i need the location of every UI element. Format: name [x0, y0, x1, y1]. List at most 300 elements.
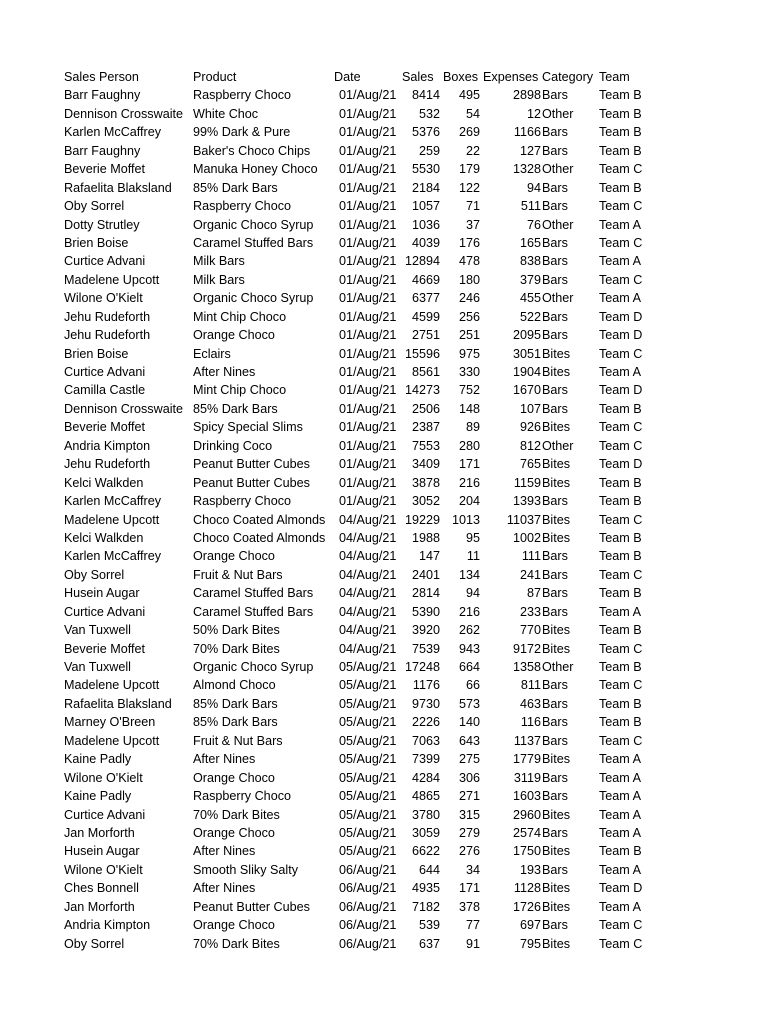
team-cell[interactable]: Team D — [599, 457, 643, 472]
boxes-cell[interactable]: 256 — [458, 309, 480, 324]
sales-cell[interactable]: 8561 — [411, 365, 440, 379]
category-cell[interactable]: Bars — [542, 143, 568, 158]
product-cell[interactable]: 85% Dark Bars — [193, 715, 278, 730]
expenses-cell[interactable]: 1670 — [512, 383, 541, 398]
expenses-cell[interactable]: 770 — [519, 623, 541, 638]
product-cell[interactable]: Fruit & Nut Bars — [193, 567, 283, 582]
sales-person-cell[interactable]: Rafaelita Blaksland — [64, 696, 172, 711]
product-cell[interactable]: Spicy Special Slims — [193, 420, 303, 435]
product-cell[interactable]: Mint Chip Choco — [193, 383, 287, 398]
sales-cell[interactable]: 17248 — [404, 660, 440, 674]
date-cell[interactable]: 04/Aug/21 — [339, 530, 397, 545]
category-cell[interactable]: Bars — [542, 733, 568, 748]
date-cell[interactable]: 01/Aug/21 — [339, 88, 397, 103]
product-cell[interactable]: Raspberry Choco — [193, 494, 291, 509]
header-expenses[interactable]: Expenses — [483, 70, 539, 84]
expenses-cell[interactable]: 795 — [519, 936, 541, 951]
date-cell[interactable]: 06/Aug/21 — [339, 936, 397, 951]
product-cell[interactable]: Raspberry Choco — [193, 789, 291, 804]
date-cell[interactable]: 05/Aug/21 — [339, 678, 397, 693]
team-cell[interactable]: Team C — [599, 438, 643, 453]
team-cell[interactable]: Team B — [599, 88, 642, 103]
expenses-cell[interactable]: 379 — [519, 272, 541, 287]
category-cell[interactable]: Bars — [542, 715, 568, 730]
boxes-cell[interactable]: 262 — [458, 623, 480, 638]
sales-person-cell[interactable]: Van Tuxwell — [64, 660, 131, 674]
expenses-cell[interactable]: 522 — [519, 309, 541, 324]
team-cell[interactable]: Team C — [599, 512, 643, 527]
boxes-cell[interactable]: 148 — [458, 401, 480, 416]
team-cell[interactable]: Team B — [599, 844, 642, 859]
category-cell[interactable]: Bars — [542, 494, 568, 509]
sales-cell[interactable]: 4039 — [411, 235, 440, 250]
boxes-cell[interactable]: 378 — [458, 899, 480, 914]
header-boxes[interactable]: Boxes — [443, 70, 479, 84]
sales-person-cell[interactable]: Karlen McCaffrey — [64, 494, 162, 509]
sales-cell[interactable]: 637 — [418, 936, 440, 951]
product-cell[interactable]: Peanut Butter Cubes — [193, 899, 310, 914]
boxes-cell[interactable]: 276 — [458, 844, 480, 859]
expenses-cell[interactable]: 3119 — [513, 770, 541, 785]
sales-cell[interactable]: 12894 — [404, 254, 440, 269]
team-cell[interactable]: Team C — [599, 346, 643, 361]
date-cell[interactable]: 05/Aug/21 — [339, 660, 397, 674]
category-cell[interactable]: Bites — [542, 365, 570, 379]
boxes-cell[interactable]: 94 — [465, 586, 480, 601]
sales-person-cell[interactable]: Husein Augar — [64, 844, 140, 859]
sales-person-cell[interactable]: Ches Bonnell — [64, 881, 139, 896]
sales-person-cell[interactable]: Andria Kimpton — [64, 918, 151, 933]
sales-cell[interactable]: 539 — [418, 918, 440, 933]
sales-cell[interactable]: 14273 — [404, 383, 440, 398]
sales-cell[interactable]: 4669 — [411, 272, 440, 287]
sales-person-cell[interactable]: Barr Faughny — [64, 143, 141, 158]
sales-person-cell[interactable]: Kaine Padly — [64, 789, 132, 804]
product-cell[interactable]: Choco Coated Almonds — [193, 530, 326, 545]
date-cell[interactable]: 01/Aug/21 — [339, 180, 397, 195]
product-cell[interactable]: Orange Choco — [193, 918, 275, 933]
sales-cell[interactable]: 2814 — [411, 586, 440, 601]
boxes-cell[interactable]: 216 — [458, 604, 480, 619]
category-cell[interactable]: Bars — [542, 770, 568, 785]
category-cell[interactable]: Bites — [542, 530, 570, 545]
date-cell[interactable]: 04/Aug/21 — [339, 623, 397, 638]
boxes-cell[interactable]: 275 — [458, 752, 480, 767]
team-cell[interactable]: Team A — [599, 217, 641, 232]
boxes-cell[interactable]: 204 — [458, 494, 480, 509]
expenses-cell[interactable]: 811 — [520, 678, 541, 693]
sales-cell[interactable]: 4935 — [411, 881, 440, 896]
expenses-cell[interactable]: 1904 — [512, 365, 541, 379]
sales-person-cell[interactable]: Beverie Moffet — [64, 162, 145, 177]
category-cell[interactable]: Bars — [542, 383, 568, 398]
expenses-cell[interactable]: 165 — [519, 235, 541, 250]
expenses-cell[interactable]: 116 — [520, 715, 541, 730]
sales-cell[interactable]: 2506 — [411, 401, 440, 416]
sales-person-cell[interactable]: Wilone O'Kielt — [64, 862, 143, 877]
date-cell[interactable]: 04/Aug/21 — [339, 604, 397, 619]
sales-person-cell[interactable]: Kelci Walkden — [64, 475, 144, 490]
product-cell[interactable]: Organic Choco Syrup — [193, 291, 314, 306]
team-cell[interactable]: Team C — [599, 420, 643, 435]
sales-person-cell[interactable]: Dotty Strutley — [64, 217, 140, 232]
product-cell[interactable]: Mint Chip Choco — [193, 309, 287, 324]
boxes-cell[interactable]: 22 — [465, 143, 480, 158]
product-cell[interactable]: Peanut Butter Cubes — [193, 457, 310, 472]
sales-cell[interactable]: 259 — [418, 143, 440, 158]
sales-cell[interactable]: 2387 — [411, 420, 440, 435]
sales-cell[interactable]: 644 — [418, 862, 440, 877]
boxes-cell[interactable]: 216 — [458, 475, 480, 490]
expenses-cell[interactable]: 111 — [521, 549, 541, 564]
expenses-cell[interactable]: 76 — [526, 217, 541, 232]
sales-person-cell[interactable]: Curtice Advani — [64, 254, 146, 269]
expenses-cell[interactable]: 697 — [519, 918, 541, 933]
date-cell[interactable]: 05/Aug/21 — [339, 715, 397, 730]
product-cell[interactable]: Drinking Coco — [193, 438, 273, 453]
sales-person-cell[interactable]: Beverie Moffet — [64, 420, 145, 435]
date-cell[interactable]: 05/Aug/21 — [339, 789, 397, 804]
sales-cell[interactable]: 15596 — [404, 346, 440, 361]
product-cell[interactable]: White Choc — [193, 106, 259, 121]
category-cell[interactable]: Other — [542, 162, 574, 177]
date-cell[interactable]: 01/Aug/21 — [339, 475, 397, 490]
category-cell[interactable]: Bars — [542, 272, 568, 287]
category-cell[interactable]: Bites — [542, 881, 570, 896]
sales-person-cell[interactable]: Husein Augar — [64, 586, 140, 601]
boxes-cell[interactable]: 975 — [458, 346, 480, 361]
sales-cell[interactable]: 7553 — [411, 438, 440, 453]
boxes-cell[interactable]: 330 — [458, 365, 480, 379]
sales-person-cell[interactable]: Barr Faughny — [64, 88, 141, 103]
sales-cell[interactable]: 7063 — [411, 733, 440, 748]
sales-cell[interactable]: 532 — [418, 106, 440, 121]
sales-cell[interactable]: 5376 — [411, 125, 440, 140]
date-cell[interactable]: 06/Aug/21 — [339, 881, 397, 896]
category-cell[interactable]: Bars — [542, 696, 568, 711]
sales-cell[interactable]: 7399 — [411, 752, 440, 767]
boxes-cell[interactable]: 77 — [465, 918, 480, 933]
sales-cell[interactable]: 1057 — [411, 199, 440, 214]
category-cell[interactable]: Bars — [542, 401, 568, 416]
team-cell[interactable]: Team A — [599, 604, 641, 619]
sales-cell[interactable]: 3052 — [411, 494, 440, 509]
boxes-cell[interactable]: 179 — [458, 162, 480, 177]
category-cell[interactable]: Bars — [542, 586, 568, 601]
sales-cell[interactable]: 1036 — [411, 217, 440, 232]
team-cell[interactable]: Team C — [599, 272, 643, 287]
category-cell[interactable]: Bites — [542, 641, 570, 656]
category-cell[interactable]: Bars — [542, 789, 568, 804]
category-cell[interactable]: Bars — [542, 328, 568, 343]
sales-cell[interactable]: 2226 — [411, 715, 440, 730]
product-cell[interactable]: 70% Dark Bites — [193, 936, 280, 951]
boxes-cell[interactable]: 171 — [458, 457, 480, 472]
product-cell[interactable]: Milk Bars — [193, 272, 245, 287]
product-cell[interactable]: After Nines — [193, 752, 256, 767]
expenses-cell[interactable]: 1328 — [512, 162, 541, 177]
product-cell[interactable]: Orange Choco — [193, 328, 275, 343]
boxes-cell[interactable]: 246 — [458, 291, 480, 306]
sales-person-cell[interactable]: Andria Kimpton — [64, 438, 151, 453]
expenses-cell[interactable]: 1159 — [513, 475, 541, 490]
product-cell[interactable]: Eclairs — [193, 346, 231, 361]
sales-person-cell[interactable]: Kaine Padly — [64, 752, 132, 767]
boxes-cell[interactable]: 495 — [458, 88, 480, 103]
expenses-cell[interactable]: 11037 — [506, 512, 541, 527]
product-cell[interactable]: Peanut Butter Cubes — [193, 475, 310, 490]
boxes-cell[interactable]: 943 — [458, 641, 480, 656]
category-cell[interactable]: Bites — [542, 420, 570, 435]
team-cell[interactable]: Team A — [599, 254, 641, 269]
team-cell[interactable]: Team C — [599, 641, 643, 656]
sales-person-cell[interactable]: Madelene Upcott — [64, 678, 160, 693]
expenses-cell[interactable]: 1002 — [512, 530, 541, 545]
boxes-cell[interactable]: 34 — [465, 862, 480, 877]
product-cell[interactable]: 85% Dark Bars — [193, 401, 278, 416]
product-cell[interactable]: Manuka Honey Choco — [193, 162, 318, 177]
boxes-cell[interactable]: 37 — [465, 217, 480, 232]
team-cell[interactable]: Team B — [599, 475, 642, 490]
sales-cell[interactable]: 5530 — [411, 162, 440, 177]
date-cell[interactable]: 01/Aug/21 — [339, 143, 397, 158]
product-cell[interactable]: Organic Choco Syrup — [193, 660, 314, 674]
product-cell[interactable]: After Nines — [193, 844, 256, 859]
expenses-cell[interactable]: 3051 — [512, 346, 541, 361]
product-cell[interactable]: After Nines — [193, 881, 256, 896]
team-cell[interactable]: Team D — [599, 383, 643, 398]
date-cell[interactable]: 01/Aug/21 — [339, 438, 397, 453]
sales-cell[interactable]: 6622 — [411, 844, 440, 859]
date-cell[interactable]: 06/Aug/21 — [339, 862, 397, 877]
sales-person-cell[interactable]: Curtice Advani — [64, 365, 146, 379]
team-cell[interactable]: Team A — [599, 365, 641, 379]
team-cell[interactable]: Team B — [599, 549, 642, 564]
expenses-cell[interactable]: 511 — [520, 199, 541, 214]
sales-person-cell[interactable]: Van Tuxwell — [64, 623, 131, 638]
expenses-cell[interactable]: 926 — [519, 420, 541, 435]
date-cell[interactable]: 01/Aug/21 — [339, 383, 397, 398]
header-team[interactable]: Team — [599, 70, 630, 84]
date-cell[interactable]: 04/Aug/21 — [339, 512, 397, 527]
team-cell[interactable]: Team B — [599, 660, 642, 674]
boxes-cell[interactable]: 122 — [458, 180, 480, 195]
expenses-cell[interactable]: 1726 — [512, 899, 541, 914]
sales-person-cell[interactable]: Marney O'Breen — [64, 715, 156, 730]
expenses-cell[interactable]: 241 — [519, 567, 541, 582]
date-cell[interactable]: 05/Aug/21 — [339, 807, 397, 822]
sales-person-cell[interactable]: Oby Sorrel — [64, 936, 125, 951]
date-cell[interactable]: 05/Aug/21 — [339, 825, 397, 840]
date-cell[interactable]: 05/Aug/21 — [339, 752, 397, 767]
sales-person-cell[interactable]: Rafaelita Blaksland — [64, 180, 172, 195]
sales-cell[interactable]: 1988 — [411, 530, 440, 545]
team-cell[interactable]: Team A — [599, 899, 641, 914]
date-cell[interactable]: 04/Aug/21 — [339, 549, 397, 564]
team-cell[interactable]: Team B — [599, 530, 642, 545]
product-cell[interactable]: 70% Dark Bites — [193, 641, 280, 656]
sales-person-cell[interactable]: Madelene Upcott — [64, 733, 160, 748]
sales-cell[interactable]: 3878 — [411, 475, 440, 490]
expenses-cell[interactable]: 87 — [526, 586, 541, 601]
team-cell[interactable]: Team C — [599, 678, 643, 693]
team-cell[interactable]: Team A — [599, 862, 641, 877]
category-cell[interactable]: Bars — [542, 125, 568, 140]
header-sales[interactable]: Sales — [402, 70, 434, 84]
team-cell[interactable]: Team A — [599, 807, 641, 822]
team-cell[interactable]: Team C — [599, 936, 643, 951]
date-cell[interactable]: 01/Aug/21 — [339, 272, 397, 287]
product-cell[interactable]: Orange Choco — [193, 825, 275, 840]
date-cell[interactable]: 01/Aug/21 — [339, 106, 397, 121]
sales-person-cell[interactable]: Wilone O'Kielt — [64, 291, 143, 306]
expenses-cell[interactable]: 193 — [519, 862, 541, 877]
sales-person-cell[interactable]: Karlen McCaffrey — [64, 125, 162, 140]
team-cell[interactable]: Team B — [599, 494, 642, 509]
sales-cell[interactable]: 1176 — [412, 678, 440, 693]
category-cell[interactable]: Bites — [542, 457, 570, 472]
expenses-cell[interactable]: 1128 — [513, 881, 541, 896]
boxes-cell[interactable]: 752 — [458, 383, 480, 398]
sales-person-cell[interactable]: Jehu Rudeforth — [64, 328, 151, 343]
boxes-cell[interactable]: 140 — [458, 715, 480, 730]
product-cell[interactable]: 85% Dark Bars — [193, 696, 278, 711]
sales-cell[interactable]: 2184 — [411, 180, 440, 195]
boxes-cell[interactable]: 95 — [465, 530, 480, 545]
category-cell[interactable]: Bites — [542, 752, 570, 767]
team-cell[interactable]: Team C — [599, 199, 643, 214]
date-cell[interactable]: 01/Aug/21 — [339, 401, 397, 416]
category-cell[interactable]: Bars — [542, 862, 568, 877]
date-cell[interactable]: 01/Aug/21 — [339, 291, 397, 306]
expenses-cell[interactable]: 1750 — [512, 844, 541, 859]
team-cell[interactable]: Team D — [599, 881, 643, 896]
category-cell[interactable]: Bars — [542, 88, 568, 103]
sales-cell[interactable]: 19229 — [404, 512, 440, 527]
category-cell[interactable]: Bites — [542, 475, 570, 490]
category-cell[interactable]: Bars — [542, 918, 568, 933]
sales-cell[interactable]: 7539 — [411, 641, 440, 656]
product-cell[interactable]: 99% Dark & Pure — [193, 125, 291, 140]
sales-person-cell[interactable]: Camilla Castle — [64, 383, 146, 398]
team-cell[interactable]: Team B — [599, 623, 642, 638]
expenses-cell[interactable]: 765 — [519, 457, 541, 472]
team-cell[interactable]: Team B — [599, 106, 642, 121]
category-cell[interactable]: Bars — [542, 199, 568, 214]
category-cell[interactable]: Bars — [542, 235, 568, 250]
sales-cell[interactable]: 9730 — [411, 696, 440, 711]
date-cell[interactable]: 01/Aug/21 — [339, 420, 397, 435]
category-cell[interactable]: Bars — [542, 254, 568, 269]
product-cell[interactable]: 70% Dark Bites — [193, 807, 280, 822]
date-cell[interactable]: 06/Aug/21 — [339, 918, 397, 933]
expenses-cell[interactable]: 2960 — [512, 807, 541, 822]
expenses-cell[interactable]: 455 — [519, 291, 541, 306]
category-cell[interactable]: Bites — [542, 623, 570, 638]
expenses-cell[interactable]: 838 — [519, 254, 541, 269]
expenses-cell[interactable]: 94 — [526, 180, 541, 195]
expenses-cell[interactable]: 107 — [519, 401, 541, 416]
team-cell[interactable]: Team A — [599, 825, 641, 840]
boxes-cell[interactable]: 54 — [465, 106, 480, 121]
boxes-cell[interactable]: 11 — [466, 549, 480, 564]
sales-person-cell[interactable]: Curtice Advani — [64, 604, 146, 619]
sales-person-cell[interactable]: Beverie Moffet — [64, 641, 145, 656]
category-cell[interactable]: Other — [542, 438, 574, 453]
date-cell[interactable]: 01/Aug/21 — [339, 365, 397, 379]
boxes-cell[interactable]: 71 — [465, 199, 480, 214]
expenses-cell[interactable]: 2898 — [512, 88, 541, 103]
sales-cell[interactable]: 8414 — [411, 88, 440, 103]
team-cell[interactable]: Team C — [599, 733, 643, 748]
expenses-cell[interactable]: 127 — [519, 143, 541, 158]
expenses-cell[interactable]: 1603 — [512, 789, 541, 804]
category-cell[interactable]: Other — [542, 217, 574, 232]
product-cell[interactable]: Caramel Stuffed Bars — [193, 604, 314, 619]
expenses-cell[interactable]: 812 — [519, 438, 541, 453]
boxes-cell[interactable]: 573 — [458, 696, 480, 711]
team-cell[interactable]: Team C — [599, 918, 643, 933]
product-cell[interactable]: Smooth Sliky Salty — [193, 862, 298, 877]
sales-cell[interactable]: 5390 — [411, 604, 440, 619]
team-cell[interactable]: Team B — [599, 125, 642, 140]
boxes-cell[interactable]: 478 — [458, 254, 480, 269]
sales-person-cell[interactable]: Karlen McCaffrey — [64, 549, 162, 564]
date-cell[interactable]: 05/Aug/21 — [339, 770, 397, 785]
boxes-cell[interactable]: 180 — [458, 272, 480, 287]
sales-cell[interactable]: 3059 — [411, 825, 440, 840]
team-cell[interactable]: Team B — [599, 401, 642, 416]
team-cell[interactable]: Team C — [599, 235, 643, 250]
product-cell[interactable]: Baker's Choco Chips — [193, 143, 311, 158]
sales-person-cell[interactable]: Dennison Crosswaite — [64, 401, 183, 416]
team-cell[interactable]: Team B — [599, 143, 642, 158]
category-cell[interactable]: Other — [542, 660, 574, 674]
category-cell[interactable]: Other — [542, 106, 574, 121]
product-cell[interactable]: Orange Choco — [193, 549, 275, 564]
expenses-cell[interactable]: 2095 — [512, 328, 541, 343]
team-cell[interactable]: Team A — [599, 291, 641, 306]
category-cell[interactable]: Bars — [542, 604, 568, 619]
boxes-cell[interactable]: 664 — [458, 660, 480, 674]
header-category[interactable]: Category — [542, 70, 594, 84]
header-product[interactable]: Product — [193, 70, 237, 84]
sales-cell[interactable]: 3920 — [411, 623, 440, 638]
sales-person-cell[interactable]: Kelci Walkden — [64, 530, 144, 545]
date-cell[interactable]: 01/Aug/21 — [339, 309, 397, 324]
expenses-cell[interactable]: 1137 — [513, 733, 541, 748]
product-cell[interactable]: Organic Choco Syrup — [193, 217, 314, 232]
team-cell[interactable]: Team B — [599, 715, 642, 730]
boxes-cell[interactable]: 176 — [458, 235, 480, 250]
sales-cell[interactable]: 2401 — [411, 567, 440, 582]
boxes-cell[interactable]: 91 — [465, 936, 480, 951]
category-cell[interactable]: Bites — [542, 346, 570, 361]
team-cell[interactable]: Team C — [599, 162, 643, 177]
product-cell[interactable]: Milk Bars — [193, 254, 245, 269]
date-cell[interactable]: 01/Aug/21 — [339, 162, 397, 177]
boxes-cell[interactable]: 89 — [465, 420, 480, 435]
category-cell[interactable]: Bars — [542, 309, 568, 324]
boxes-cell[interactable]: 66 — [465, 678, 480, 693]
category-cell[interactable]: Other — [542, 291, 574, 306]
date-cell[interactable]: 01/Aug/21 — [339, 217, 397, 232]
boxes-cell[interactable]: 251 — [458, 328, 480, 343]
team-cell[interactable]: Team B — [599, 180, 642, 195]
sales-cell[interactable]: 3409 — [411, 457, 440, 472]
category-cell[interactable]: Bars — [542, 567, 568, 582]
date-cell[interactable]: 05/Aug/21 — [339, 844, 397, 859]
